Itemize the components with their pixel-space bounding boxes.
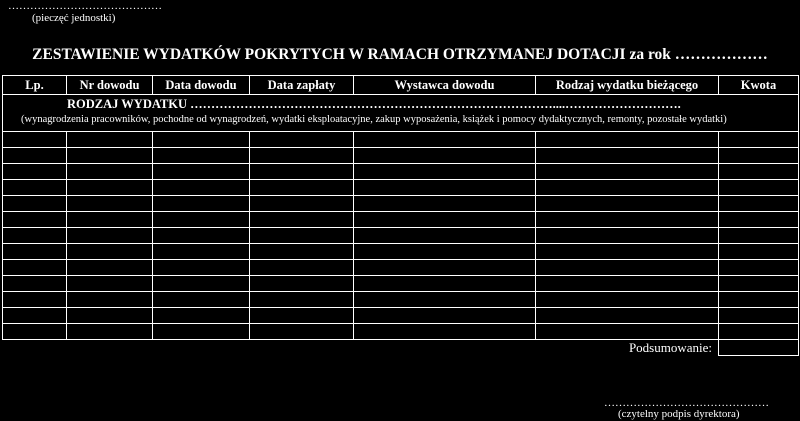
table-cell[interactable] [536, 148, 719, 164]
column-header-wystawca-dowodu: Wystawca dowodu [354, 76, 536, 95]
table-cell[interactable] [536, 244, 719, 260]
table-cell[interactable] [250, 260, 354, 276]
table-header-row [3, 76, 799, 95]
table-cell[interactable] [354, 308, 536, 324]
table-cell[interactable] [536, 212, 719, 228]
table-row [3, 324, 799, 340]
table-cell[interactable] [67, 244, 153, 260]
table-cell[interactable] [354, 196, 536, 212]
table-cell[interactable] [536, 180, 719, 196]
stamp-label: (pieczęć jednostki) [32, 12, 116, 24]
table-cell[interactable] [67, 228, 153, 244]
table-cell[interactable] [719, 276, 799, 292]
expenses-table [2, 75, 799, 356]
table-cell[interactable] [354, 292, 536, 308]
table-cell[interactable] [354, 148, 536, 164]
table-cell[interactable] [153, 212, 250, 228]
signature-dots: ……………………………………… [604, 397, 769, 409]
summary-row [3, 340, 799, 356]
table-row [3, 148, 799, 164]
table-cell[interactable] [354, 276, 536, 292]
table-cell[interactable] [354, 228, 536, 244]
table-cell[interactable] [719, 180, 799, 196]
table-cell[interactable] [153, 244, 250, 260]
column-header-rodzaj-wydatku: Rodzaj wydatku bieżącego [536, 76, 719, 95]
table-cell[interactable] [3, 164, 67, 180]
table-row [3, 132, 799, 148]
table-cell[interactable] [354, 180, 536, 196]
table-cell[interactable] [67, 180, 153, 196]
table-cell[interactable] [153, 164, 250, 180]
table-cell[interactable] [3, 276, 67, 292]
table-cell[interactable] [67, 164, 153, 180]
table-cell[interactable] [536, 308, 719, 324]
column-header-nr-dowodu: Nr dowodu [67, 76, 153, 95]
table-cell[interactable] [536, 228, 719, 244]
table-cell[interactable] [719, 244, 799, 260]
table-cell[interactable] [719, 228, 799, 244]
table-cell[interactable] [67, 196, 153, 212]
table-cell[interactable] [3, 228, 67, 244]
table-cell[interactable] [153, 132, 250, 148]
table-cell[interactable] [153, 308, 250, 324]
table-cell[interactable] [719, 212, 799, 228]
table-cell[interactable] [354, 260, 536, 276]
table-cell[interactable] [354, 244, 536, 260]
table-cell[interactable] [153, 260, 250, 276]
table-cell[interactable] [3, 324, 67, 340]
table-row [3, 260, 799, 276]
table-cell[interactable] [67, 292, 153, 308]
table-cell[interactable] [3, 180, 67, 196]
table-cell[interactable] [719, 324, 799, 340]
table-cell[interactable] [719, 132, 799, 148]
table-cell[interactable] [67, 260, 153, 276]
summary-value-cell[interactable] [719, 340, 799, 356]
table-cell[interactable] [3, 308, 67, 324]
table-row [3, 212, 799, 228]
table-cell[interactable] [3, 132, 67, 148]
table-row [3, 308, 799, 324]
data-rows [3, 132, 799, 340]
table-cell[interactable] [719, 308, 799, 324]
table-cell[interactable] [354, 132, 536, 148]
section-row [3, 95, 799, 132]
column-header-kwota: Kwota [719, 76, 799, 95]
table-cell[interactable] [67, 308, 153, 324]
table-cell[interactable] [536, 196, 719, 212]
table-cell[interactable] [3, 292, 67, 308]
table-cell[interactable] [3, 212, 67, 228]
table-cell[interactable] [250, 308, 354, 324]
table-row [3, 244, 799, 260]
page-title: ZESTAWIENIE WYDATKÓW POKRYTYCH W RAMACH OTRZYMANEJ DOTACJI za rok ……………… [32, 46, 768, 63]
table-cell[interactable] [250, 244, 354, 260]
table-cell[interactable] [719, 164, 799, 180]
table-cell[interactable] [153, 148, 250, 164]
table-cell[interactable] [250, 180, 354, 196]
table-cell[interactable] [250, 196, 354, 212]
table-cell[interactable] [354, 164, 536, 180]
table-cell[interactable] [3, 196, 67, 212]
table-cell[interactable] [67, 276, 153, 292]
table-cell[interactable] [153, 292, 250, 308]
table-row [3, 276, 799, 292]
table-cell[interactable] [719, 148, 799, 164]
table-cell[interactable] [67, 212, 153, 228]
signature-label: (czytelny podpis dyrektora) [618, 408, 740, 420]
section-cell [3, 95, 799, 132]
table-cell[interactable] [3, 244, 67, 260]
column-header-data-zaplaty: Data zapłaty [250, 76, 354, 95]
table-row [3, 164, 799, 180]
table-cell[interactable] [719, 260, 799, 276]
table-row [3, 292, 799, 308]
table-cell[interactable] [250, 132, 354, 148]
table-cell[interactable] [153, 324, 250, 340]
table-cell[interactable] [153, 228, 250, 244]
column-header-lp: Lp. [3, 76, 67, 95]
table-row [3, 228, 799, 244]
table-cell[interactable] [153, 276, 250, 292]
table-cell[interactable] [536, 276, 719, 292]
table-cell[interactable] [250, 292, 354, 308]
table-cell[interactable] [719, 292, 799, 308]
column-header-data-dowodu: Data dowodu [153, 76, 250, 95]
section-title: RODZAJ WYDATKU ……………………………………………………………………………....………………………. [67, 97, 681, 111]
table-cell[interactable] [536, 260, 719, 276]
summary-label: Podsumowanie: [3, 340, 719, 356]
table-cell[interactable] [354, 212, 536, 228]
table-cell[interactable] [250, 164, 354, 180]
table-cell[interactable] [67, 132, 153, 148]
table-cell[interactable] [153, 180, 250, 196]
table-cell[interactable] [536, 324, 719, 340]
table-cell[interactable] [67, 324, 153, 340]
section-note: (wynagrodzenia pracowników, pochodne od wynagrodzeń, wydatki eksploatacyjne, zakup wyposażenia, książek i pomocy dydaktycznych, remonty, pozostałe wydatki) [21, 114, 727, 125]
table-cell[interactable] [250, 228, 354, 244]
table-cell[interactable] [153, 196, 250, 212]
table-cell[interactable] [354, 324, 536, 340]
stamp-dots: …………………………………… [8, 0, 162, 12]
table-cell[interactable] [719, 196, 799, 212]
table-cell[interactable] [536, 132, 719, 148]
table-cell[interactable] [250, 148, 354, 164]
table-cell[interactable] [536, 164, 719, 180]
table-row [3, 180, 799, 196]
table-cell[interactable] [3, 148, 67, 164]
table-cell[interactable] [250, 276, 354, 292]
table-cell[interactable] [250, 212, 354, 228]
table-cell[interactable] [3, 260, 67, 276]
table-cell[interactable] [250, 324, 354, 340]
table-row [3, 196, 799, 212]
table-cell[interactable] [536, 292, 719, 308]
table-cell[interactable] [67, 148, 153, 164]
